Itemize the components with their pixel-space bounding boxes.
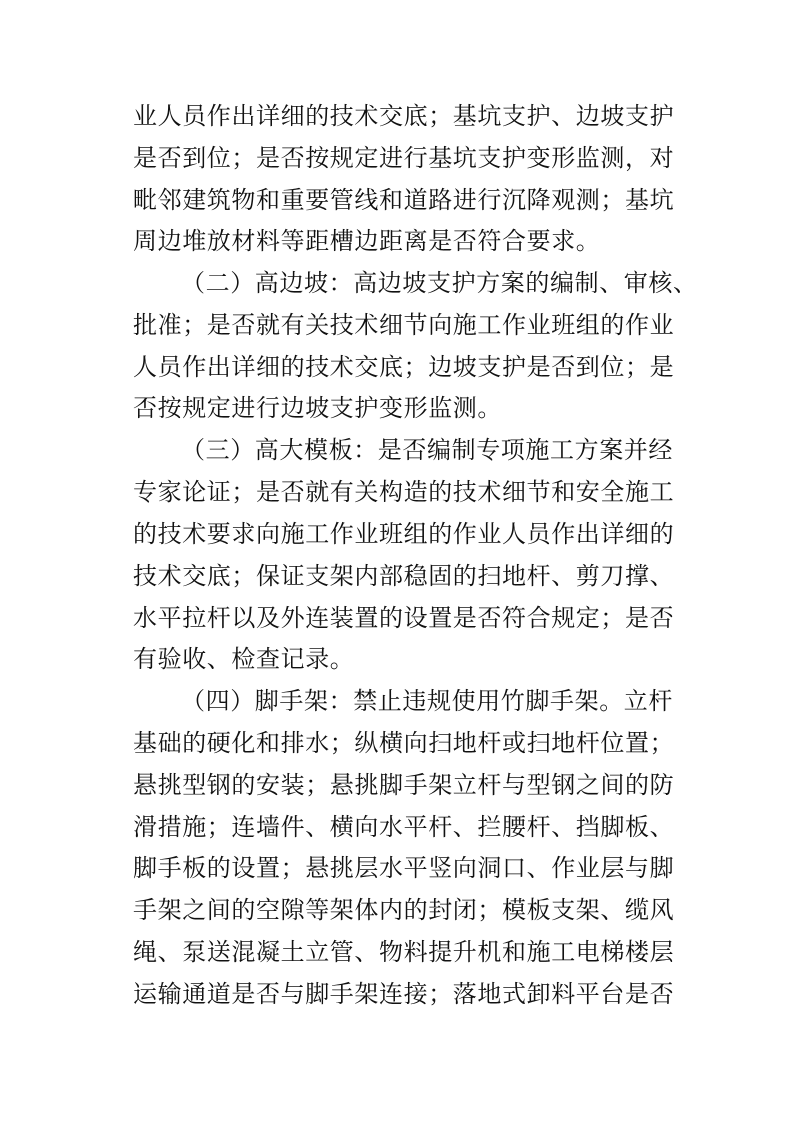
text-line: 绳、泵送混凝土立管、物料提升机和施工电梯楼层 xyxy=(133,938,675,966)
text-line: 滑措施；连墙件、横向水平杆、拦腰杆、挡脚板、 xyxy=(133,813,675,841)
paragraph-heading-line: （四）脚手架：禁止违规使用竹脚手架。立杆 xyxy=(181,687,673,715)
text-line: 悬挑型钢的安装；悬挑脚手架立杆与型钢之间的防 xyxy=(133,771,675,799)
text-line: 业人员作出详细的技术交底；基坑支护、边坡支护 xyxy=(133,102,675,130)
paragraph-heading-line: （二）高边坡：高边坡支护方案的编制、审核、 xyxy=(181,269,698,297)
text-line: 批准；是否就有关技术细节向施工作业班组的作业 xyxy=(133,311,675,339)
text-line: 手架之间的空隙等架体内的封闭；模板支架、缆风 xyxy=(133,896,675,924)
text-line: 是否到位；是否按规定进行基坑支护变形监测，对 xyxy=(133,144,675,172)
text-line: 基础的硬化和排水；纵横向扫地杆或扫地杆位置； xyxy=(133,729,675,757)
text-line: 技术交底；保证支架内部稳固的扫地杆、剪刀撑、 xyxy=(133,562,675,590)
text-line: 人员作出详细的技术交底；边坡支护是否到位；是 xyxy=(133,353,675,381)
text-line: 毗邻建筑物和重要管线和道路进行沉降观测；基坑 xyxy=(133,186,675,214)
text-line: 有验收、检查记录。 xyxy=(133,645,355,673)
text-line: 专家论证；是否就有关构造的技术细节和安全施工 xyxy=(133,478,675,506)
text-line: 水平拉杆以及外连装置的设置是否符合规定；是否 xyxy=(133,604,675,632)
text-line: 运输通道是否与脚手架连接；落地式卸料平台是否 xyxy=(133,980,675,1008)
text-line: 脚手板的设置；悬挑层水平竖向洞口、作业层与脚 xyxy=(133,854,675,882)
paragraph-heading-line: （三）高大模板：是否编制专项施工方案并经 xyxy=(181,436,673,464)
text-line: 的技术要求向施工作业班组的作业人员作出详细的 xyxy=(133,520,675,548)
text-line: 周边堆放材料等距槽边距离是否符合要求。 xyxy=(133,227,601,255)
text-line: 否按规定进行边坡支护变形监测。 xyxy=(133,394,502,422)
